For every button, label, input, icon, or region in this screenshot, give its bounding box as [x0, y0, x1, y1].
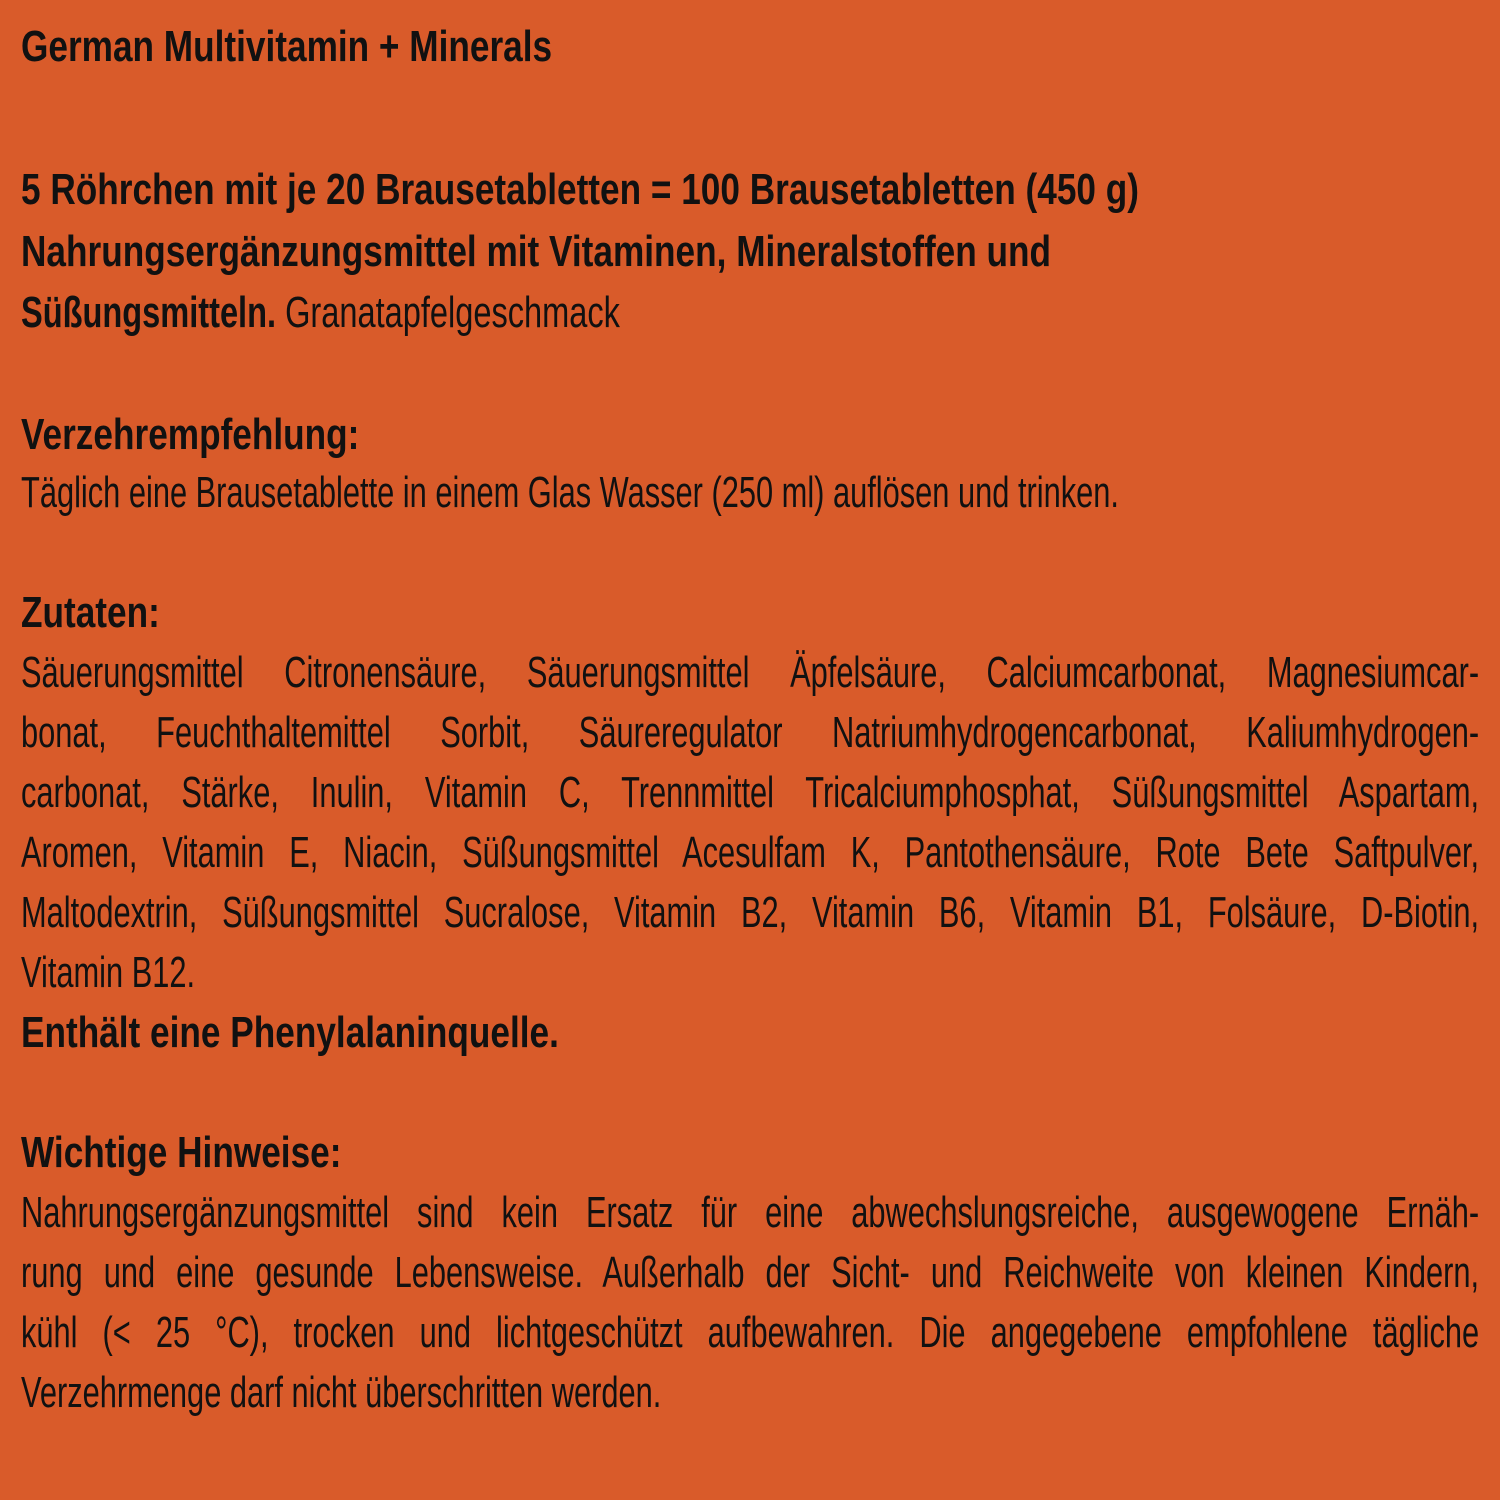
product-title: German Multivitamin + Minerals: [21, 22, 553, 71]
ingredients-line: Aromen, Vitamin E, Niacin, Süßungsmittel Acesulfam K, Pantothensäure, Rote Bete Saftpulver,: [21, 828, 1480, 877]
ingredients-line: Säuerungsmittel Citronensäure, Säuerungsmittel Äpfelsäure, Calciumcarbonat, Magnesiumcar-: [21, 648, 1480, 697]
description-line: Nahrungsergänzungsmittel mit Vitaminen, Mineralstoffen und: [21, 227, 1052, 276]
ingredients-heading: Zutaten:: [21, 588, 160, 637]
notes-line: Verzehrmenge darf nicht überschritten werden.: [21, 1368, 662, 1417]
ingredients-line: carbonat, Stärke, Inulin, Vitamin C, Trennmittel Tricalciumphosphat, Süßungsmittel Aspartam,: [21, 768, 1480, 817]
phenylalanine-warning: Enthält eine Phenylalaninquelle.: [21, 1008, 559, 1057]
product-info-sheet: [21, 17, 1479, 1423]
ingredients-line: Maltodextrin, Süßungsmittel Sucralose, Vitamin B2, Vitamin B6, Vitamin B1, Folsäure, D-Biotin,: [21, 888, 1480, 937]
flavor: Granatapfelgeschmack: [276, 288, 620, 337]
notes-heading: Wichtige Hinweise:: [21, 1128, 342, 1177]
recommendation-text: Täglich eine Brausetablette in einem Glas Wasser (250 ml) auflösen und trinken.: [21, 468, 1119, 517]
description-bold: Süßungsmitteln.: [21, 288, 277, 337]
notes-line: Nahrungsergänzungsmittel sind kein Ersatz für eine abwechslungsreiche, ausgewogene Ernäh-: [21, 1188, 1480, 1237]
package-contents: 5 Röhrchen mit je 20 Brausetabletten = 100 Brausetabletten (450 g): [21, 165, 1139, 214]
description-line: [21, 283, 1100, 343]
ingredients-line: Vitamin B12.: [21, 948, 196, 997]
notes-line: rung und eine gesunde Lebensweise. Außerhalb der Sicht- und Reichweite von kleinen Kindern,: [21, 1248, 1480, 1297]
notes-line: kühl (< 25 °C), trocken und lichtgeschützt aufbewahren. Die angegebene empfohlene tägliche: [21, 1308, 1480, 1357]
ingredients-line: bonat, Feuchthaltemittel Sorbit, Säureregulator Natriumhydrogencarbonat, Kaliumhydrogen-: [21, 708, 1480, 757]
recommendation-heading: Verzehrempfehlung:: [21, 410, 360, 459]
